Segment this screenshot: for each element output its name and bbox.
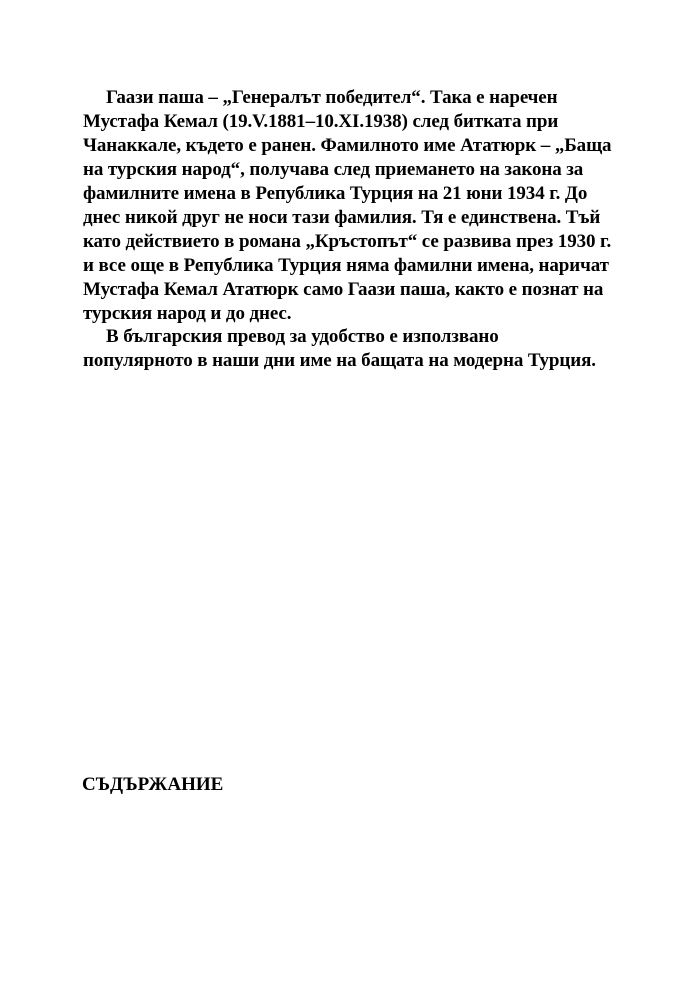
paragraph-line: В българския превод за удобство е използвано — [106, 326, 499, 347]
paragraph-line: Чанаккале, където е ранен. Фамилното име Ататюрк – „Баща — [83, 135, 612, 156]
paragraph-line: като действието в романа „Кръстопът“ се развива през 1930 г. — [83, 231, 612, 252]
paragraph-line: фамилните имена в Република Турция на 21 юни 1934 г. До — [83, 183, 588, 204]
paragraph-line: и все още в Република Турция няма фамилни имена, наричат — [83, 255, 609, 276]
paragraph-line: на турския народ“, получава след приемането на закона за — [83, 159, 584, 180]
paragraph-line: Гаази паша – „Генералът победител“. Така е наречен — [106, 87, 558, 108]
paragraph-line: турския народ и до днес. — [83, 303, 292, 324]
paragraph-line: Мустафа Кемал (19.V.1881–10.XI.1938) след битката при — [83, 111, 559, 132]
section-heading: СЪДЪРЖАНИЕ — [82, 774, 224, 795]
paragraph-line: днес никой друг не носи тази фамилия. Тя е единствена. Тъй — [83, 207, 601, 228]
paragraph-line: популярното в наши дни име на бащата на модерна Турция. — [83, 350, 596, 371]
paragraph-line: Мустафа Кемал Ататюрк само Гаази паша, както е познат на — [83, 279, 604, 300]
